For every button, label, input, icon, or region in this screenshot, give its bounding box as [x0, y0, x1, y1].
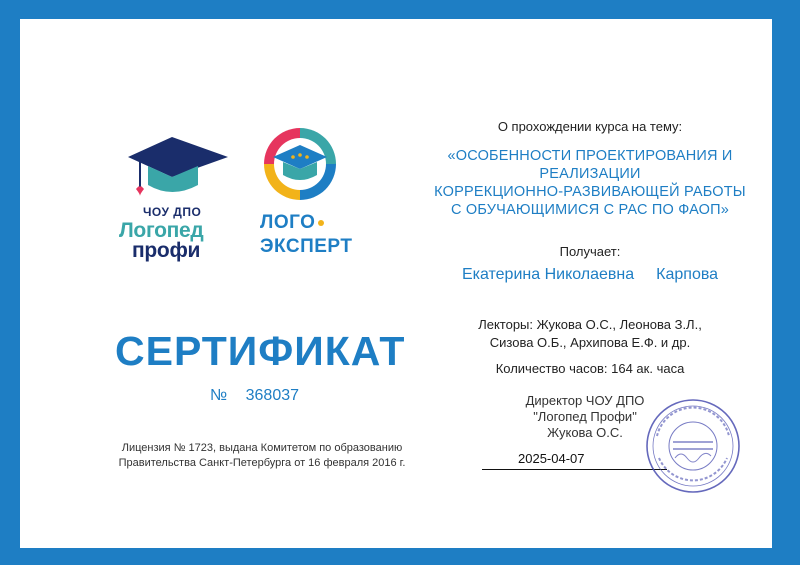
logo-expert-logo [245, 119, 375, 269]
logo-org-type: ЧОУ ДПО [143, 205, 202, 219]
recipient-name [415, 266, 765, 284]
course-title [415, 147, 765, 219]
number-sign: № [210, 387, 228, 404]
license-line: Правительства Санкт-Петербурга от 16 февраля 2016 г. [118, 457, 406, 469]
logo-expert-emblem-icon [245, 119, 375, 209]
certificate-sheet [20, 19, 772, 548]
recipient-label: Получает: [559, 244, 621, 259]
dot-icon [318, 220, 324, 226]
lecturers-line: Сизова О.Б., Архипова Е.Ф. и др. [489, 335, 691, 350]
recipient-last-name: Карпова [656, 266, 719, 283]
course-title-line: КОРРЕКЦИОННО-РАЗВИВАЮЩЕЙ РАБОТЫ [434, 184, 746, 200]
director-name: Жукова О.С. [547, 425, 623, 440]
director-org: "Логопед Профи" [533, 409, 637, 424]
issue-date: 2025-04-07 [518, 451, 585, 466]
logo-expert-line2: ЭКСПЕРТ [260, 236, 353, 257]
graduation-cap-icon [110, 119, 240, 209]
license-line: Лицензия № 1723, выдана Комитетом по образованию [121, 442, 403, 454]
logo-name-line2: профи [132, 239, 201, 262]
course-title-line: «ОСОБЕННОСТИ ПРОЕКТИРОВАНИЯ И [447, 148, 733, 164]
stamp-seal-icon [643, 396, 743, 496]
logo-name-line1: Логопед [119, 219, 204, 242]
logoped-profi-logo [110, 119, 240, 269]
logo-expert-line1: ЛОГО [260, 212, 324, 234]
hours: Количество часов: 164 ак. часа [495, 361, 685, 376]
signature-line [482, 469, 667, 470]
certificate-number-value: 368037 [245, 387, 300, 404]
lecturers-line: Лекторы: Жукова О.С., Леонова З.Л., [478, 317, 702, 332]
recipient-first-name: Екатерина Николаевна [461, 266, 635, 283]
lecturers [415, 316, 765, 352]
course-title-line: РЕАЛИЗАЦИИ [539, 166, 641, 182]
license-text [102, 441, 422, 471]
director-title: Директор ЧОУ ДПО [525, 393, 645, 408]
course-intro: О прохождении курса на тему: [497, 119, 683, 134]
certificate-number [210, 387, 299, 405]
course-title-line: С ОБУЧАЮЩИМИСЯ С РАС ПО ФАОП» [450, 202, 730, 218]
certificate-title: СЕРТИФИКАТ [115, 328, 406, 374]
